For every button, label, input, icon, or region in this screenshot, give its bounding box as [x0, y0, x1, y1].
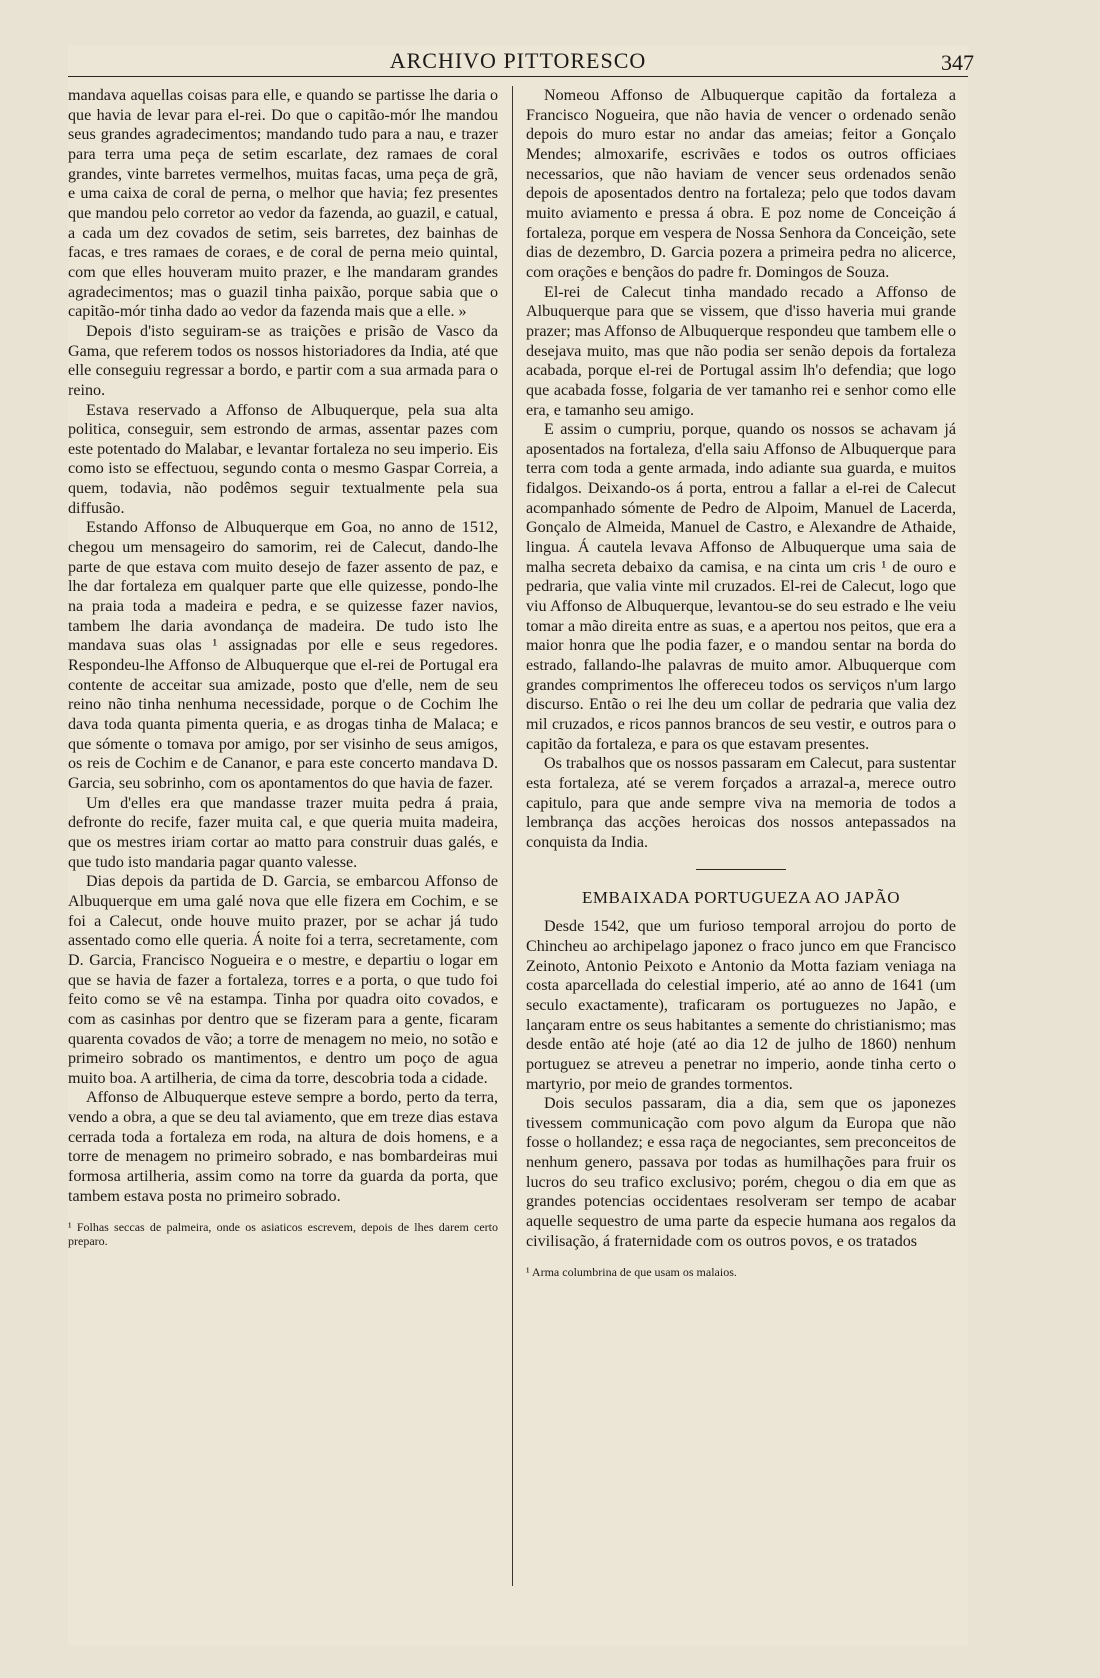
- section-title: EMBAIXADA PORTUGUEZA AO JAPÃO: [581, 887, 901, 907]
- page-number: 347: [941, 50, 974, 75]
- journal-title: ARCHIVO PITTORESCO: [389, 48, 647, 73]
- footnote: ¹ Arma columbrina de que usam os malaios.: [526, 1265, 737, 1280]
- paragraph: Affonso de Albuquerque esteve sempre a bordo, perto da terra, vendo a obra, a que se deu tal aviamento, que em treze dias estava cerrada toda a fortaleza em roda, na altura de dois homens, e a torre de menagem no primeiro sobrado, e nas bombardeiras mui formosa artilheria, assim como na torre da guarda da porta, que tambem estava posta no primeiro sobrado.: [68, 1089, 498, 1205]
- footnote: ¹ Folhas seccas de palmeira, onde os asiaticos escrevem, depois de lhes darem certo preparo.: [68, 1220, 498, 1249]
- right-column: [526, 86, 956, 1626]
- paragraph: Estando Affonso de Albuquerque em Goa, no anno de 1512, chegou um mensageiro do samorim, rei de Calecut, dando-lhe parte de que estava com muito desejo de fazer assento de paz, e lhe dar fortaleza em qualquer parte que elle quizesse, pondo-lhe na praia toda a madeira e pedra, e se quizesse fazer navios, tambem lhe daria avondança de madeira. De tudo isto lhe mandava suas olas ¹ assignadas por elle e seus regedores. Respondeu-lhe Affonso de Albuquerque que el-rei de Portugal era contente de acceitar sua amizade, posto que d'elle, nem de seu reino não tinha nenhuma necessidade, porque o de Cochim lhe dava toda quanta pimenta queria, e as drogas tinha de Malaca; e que sómente o tomava por amigo, por ser visinho de seus amigos, os reis de Cochim e de Cananor, e para este concerto mandava D. Garcia, seu sobrinho, com os apontamentos do que havia de fazer.: [68, 519, 498, 792]
- paragraph: Um d'elles era que mandasse trazer muita pedra á praia, defronte do recife, fazer muita cal, e que queria muita madeira, que os mestres iriam cortar ao matto para construir duas galés, e que tudo isto mandaria pagar quanto valesse.: [68, 794, 498, 871]
- column-divider: [512, 86, 513, 1586]
- left-column: [68, 86, 498, 1626]
- section-separator: [696, 869, 786, 870]
- paragraph: mandava aquellas coisas para elle, e quando se partisse lhe daria o que havia de levar para el-rei. Do que o capitão-mór lhe mandou seus grandes agradecimentos; mandando tudo para a nau, e trazer para terra uma peça de setim escarlate, dez ramaes de coral grandes, vinte barretes vermelhos, muitas facas, uma peça de grã, e uma caixa de coral de perna, o melhor que havia; fez presentes que mandou pelo corretor ao vedor da fazenda, ao guazil, e catual, a cada um dez covados de setim, seis barretes, dez bainhas de facas, e tres ramaes de coraes, e de coral de perna meio quintal, com que elles houveram muito prazer, e lhe mandaram grandes agradecimentos; mas o guazil tinha paixão, porque sabia que o capitão-mór tinha dado ao vedor da fazenda mais que a elle. »: [68, 87, 498, 321]
- paragraph: Depois d'isto seguiram-se as traições e prisão de Vasco da Gama, que referem todos os nossos historiadores da India, até que elle conseguiu regressar a bordo, e partir com a sua armada para o reino.: [68, 322, 498, 399]
- running-head: [68, 46, 974, 78]
- header-rule: [68, 76, 968, 77]
- paragraph: E assim o cumpriu, porque, quando os nossos se achavam já aposentados na fortaleza, d'ella saiu Affonso de Albuquerque para terra com toda a gente armada, indo adiante sua guarda, e muitos fidalgos. Deixando-os á porta, entrou a fallar a el-rei de Calecut acompanhado sómente de Pedro de Alpoim, Manuel de Lacerda, Gonçalo de Almeida, Manuel de Castro, e Alexandre de Athaide, lingua. Á cautela levava Affonso de Albuquerque uma saia de malha secreta debaixo da camisa, e na cinta um cris ¹ de ouro e pedraria, que valia vinte mil cruzados. El-rei de Calecut, logo que viu Affonso de Albuquerque, levantou-se do seu estrado e lhe veiu tomar a mão direita entre as suas, e a apertou nos peitos, que era a maior honra que lhe podia fazer, e o mandou sentar na borda do estrado, fallando-lhe palavras de muito amor. Albuquerque com grandes comprimentos lhe offereceu todos os serviços n'um largo discurso. Então o rei lhe deu um collar de pedraria que valia dez mil cruzados, e ricos pannos brancos de seu vestir, e outros para o capitão da fortaleza, e para os que estavam presentes.: [526, 421, 956, 753]
- paragraph: Os trabalhos que os nossos passaram em Calecut, para sustentar esta fortaleza, até se verem forçados a arrazal-a, merece outro capitulo, para que ande sempre viva na memoria de todos a lembrança das acções heroicas dos nossos antepassados na conquista da India.: [526, 755, 956, 851]
- paragraph: Dois seculos passaram, dia a dia, sem que os japonezes tivessem communicação com povo algum da Europa que não fosse o hollandez; e essa raça de negociantes, sem preconceitos de nenhum genero, passava por todas as humilhações para fruir os lucros do seu trafico exclusivo; porém, chegou o dia em que as grandes potencias occidentaes resolveram ser tempo de acabar aquelle sequestro de uma parte da especie humana aos regalos da civilisação, á fraternidade com os outros povos, e os tratados: [526, 1095, 956, 1250]
- paragraph: Desde 1542, que um furioso temporal arrojou do porto de Chincheu ao archipelago japonez o fraco junco em que Francisco Zeinoto, Antonio Peixoto e Antonio da Motta faziam veniaga na costa aparcellada do celestial imperio, até ao anno de 1641 (um seculo exactamente), traficaram os portuguezes no Japão, e lançaram entre os seus habitantes a semente do christianismo; mas desde então até hoje (até ao dia 12 de julho de 1860) nenhum portuguez se atreveu a penetrar no imperio, aonde tinha certo o martyrio, por meio de grandes tormentos.: [526, 918, 956, 1093]
- paragraph: Dias depois da partida de D. Garcia, se embarcou Affonso de Albuquerque em uma galé nova que elle fizera em Cochim, e se foi a Calecut, onde houve muito prazer, por se achar já tudo assentado como elle queria. Á noite foi a terra, secretamente, com D. Garcia, Francisco Nogueira e o mestre, e departiu o logar em que se havia de fazer a fortaleza, torres e a porta, o que tudo foi feito como se vê na estampa. Tinha por quadra oito covados, e com as casinhas por dentro que se fizeram para a gente, ficaram quarenta covados de vão; a torre de menagem no meio, no sotão e primeiro sobrado os mantimentos, e dentro um poço de agua muito boa. A artilheria, de cima da torre, descobria toda a cidade.: [68, 873, 498, 1087]
- paragraph: El-rei de Calecut tinha mandado recado a Affonso de Albuquerque para que se vissem, que d'isso haveria mui grande prazer; mas Affonso de Albuquerque respondeu que tambem elle o desejava muito, mas que não podia ser senão depois da fortaleza acabada, porque el-rei de Portugal assim lh'o defendia; que logo que acabada fosse, folgaria de ver tamanho rei e senhor como elle era, e tamanho seu amigo.: [526, 283, 956, 419]
- paragraph: Nomeou Affonso de Albuquerque capitão da fortaleza a Francisco Nogueira, que não havia de vencer o ordenado senão depois do muro estar no andar das ameias; feitor a Gonçalo Mendes; almoxarife, escrivães e todos os outros officiaes necessarios, que não haviam de vencer seus ordenados senão depois de aposentados dentro na fortaleza; pelo que todos davam muito aviamento e pressa á obra. E poz nome de Conceição á fortaleza, porque em vespera de Nossa Senhora da Conceição, sete dias de dezembro, D. Garcia pozera a primeira pedra no alicerce, com orações e bençãos do padre fr. Domingos de Souza.: [526, 87, 956, 281]
- paragraph: Estava reservado a Affonso de Albuquerque, pela sua alta politica, conseguir, sem estrondo de armas, assentar pazes com este potentado do Malabar, e levantar fortaleza no seu imperio. Eis como isto se effectuou, segundo conta o mesmo Gaspar Correia, a quem, todavia, não podêmos seguir textualmente pela sua diffusão.: [68, 401, 498, 517]
- newspaper-page: [68, 46, 974, 1646]
